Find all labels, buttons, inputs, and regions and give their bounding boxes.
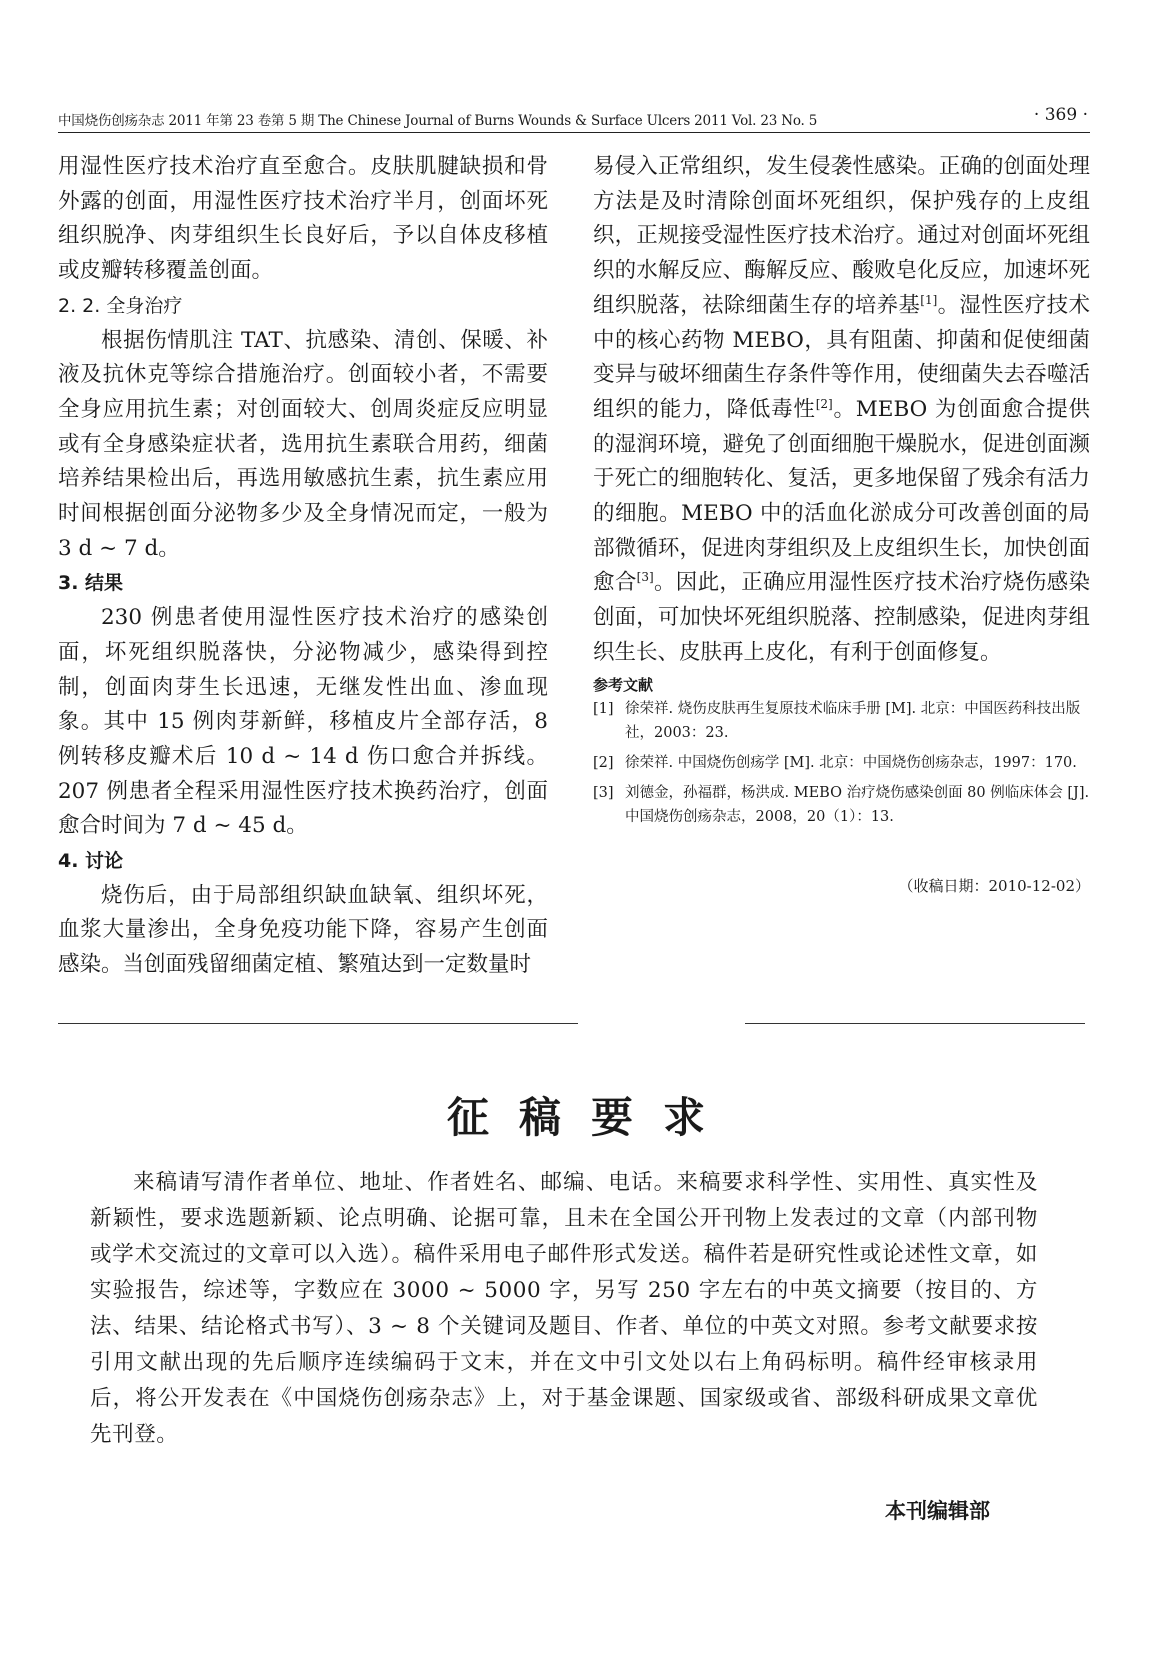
reference-item xyxy=(593,697,1090,745)
paragraph: 烧伤后，由于局部组织缺血缺氧、组织坏死，血浆大量渗出，全身免疫功能下降，容易产生创面感染。当创面残留细菌定植、繁殖达到一定数量时 xyxy=(58,882,548,978)
section-heading-results: 3. 结果 xyxy=(58,572,124,595)
reference-item xyxy=(593,781,1090,829)
running-head xyxy=(58,105,1088,131)
citation: [1] xyxy=(920,292,938,307)
editorial-signature: 本刊编辑部 xyxy=(885,1499,990,1523)
paragraph: 用湿性医疗技术治疗直至愈合。皮肤肌腱缺损和骨外露的创面，用湿性医疗技术治疗半月，创面坏死组织脱净、肉芽组织生长良好后，予以自体皮移植或皮瓣转移覆盖创面。 xyxy=(58,154,548,284)
left-column xyxy=(58,150,548,983)
reference-text: 徐荣祥. 中国烧伤创疡学 [M]. 北京：中国烧伤创疡杂志，1997：170. xyxy=(625,754,1077,771)
paragraph xyxy=(593,150,1090,671)
text-run: 。湿性医疗技术中的核心药物 MEBO，具有阻菌、抑菌和促使细菌变异与破坏细菌生存条件等作用，使细菌失去吞噬活组织的能力，降低毒性 xyxy=(593,292,1090,422)
notice-title: 征稿要求 xyxy=(446,1093,735,1142)
citation: [2] xyxy=(815,396,833,411)
references-heading: 参考文献 xyxy=(593,675,654,694)
section-divider xyxy=(745,1023,1085,1024)
section-divider xyxy=(58,1023,578,1024)
journal-header: 中国烧伤创疡杂志 2011 年第 23 卷第 5 期 The Chinese Journal of Burns Wounds & Surface Ulcers 2011 Vol. 23 No. 5 xyxy=(58,113,818,129)
text-run: 易侵入正常组织，发生侵袭性感染。正确的创面处理方法是及时清除创面坏死组织，保护残存的上皮组织，正规接受湿性医疗技术治疗。通过对创面坏死组织的水解反应、酶解反应、酸败皂化反应，加速坏死组织脱落，祛除细菌生存的培养基 xyxy=(593,154,1090,318)
received-date: （收稿日期：2010-12-02） xyxy=(898,876,1090,895)
reference-text: 徐荣祥. 烧伤皮肤再生复原技术临床手册 [M]. 北京：中国医药科技出版社，2003：23. xyxy=(625,700,1081,741)
page-number: · 369 · xyxy=(1033,105,1088,125)
paragraph: 230 例患者使用湿性医疗技术治疗的感染创面，坏死组织脱落快，分泌物减少，感染得到控制，创面肉芽生长迅速，无继发性出血、渗血现象。其中 15 例肉芽新鲜，移植皮片全部存活，8 例转移皮瓣术后 10 d ~ 14 d 伤口愈合并拆线。207 例患者全程采用湿性医疗技术换药治疗，创面愈合时间为 7 d ~ 45 d。 xyxy=(58,605,548,839)
text-run: 。因此，正确应用湿性医疗技术治疗烧伤感染创面，可加快坏死组织脱落、控制感染，促进肉芽组织生长、皮肤再上皮化，有利于创面修复。 xyxy=(593,570,1090,665)
paragraph: 根据伤情肌注 TAT、抗感染、清创、保暖、补液及抗休克等综合措施治疗。创面较小者，不需要全身应用抗生素；对创面较大、创周炎症反应明显或有全身感染症状者，选用抗生素联合用药，细菌培养结果检出后，再选用敏感抗生素，抗生素应用时间根据创面分泌物多少及全身情况而定，一般为 3 d ~ 7 d。 xyxy=(58,327,548,561)
citation: [3] xyxy=(636,570,654,585)
right-column xyxy=(593,150,1090,903)
reference-number: [1] xyxy=(593,700,614,717)
section-heading-2-2: 2. 2. 全身治疗 xyxy=(58,294,183,317)
notice-body: 来稿请写清作者单位、地址、作者姓名、邮编、电话。来稿要求科学性、实用性、真实性及新颖性，要求选题新颖、论点明确、论据可靠，且未在全国公开刊物上发表过的文章（内部刊物或学术交流过的文章可以入选）。稿件采用电子邮件形式发送。稿件若是研究性或论述性文章，如实验报告，综述等，字数应在 3000 ~ 5000 字，另写 250 字左右的中英文摘要（按目的、方法、结果、结论格式书写）、3 ~ 8 个关键词及题目、作者、单位的中英文对照。参考文献要求按引用文献出现的先后顺序连续编码于文末，并在文中引文处以右上角码标明。稿件经审核录用后，将公开发表在《中国烧伤创疡杂志》上，对于基金课题、国家级或省、部级科研成果文章优先刊登。 xyxy=(90,1170,1038,1447)
reference-number: [3] xyxy=(593,784,614,801)
reference-item xyxy=(593,751,1090,775)
reference-text: 刘德金，孙福群，杨洪成. MEBO 治疗烧伤感染创面 80 例临床体会 [J]. 中国烧伤创疡杂志，2008，20（1）：13. xyxy=(625,784,1090,825)
section-heading-discussion: 4. 讨论 xyxy=(58,850,124,873)
text-run: 。MEBO 为创面愈合提供的湿润环境，避免了创面细胞干燥脱水，促进创面濒于死亡的细胞转化、复活，更多地保留了残余有活力的细胞。MEBO 中的活血化淤成分可改善创面的局部微循环，促进肉芽组织及上皮组织生长，加快创面愈合 xyxy=(593,396,1090,596)
reference-number: [2] xyxy=(593,754,614,771)
header-rule xyxy=(58,132,1090,133)
